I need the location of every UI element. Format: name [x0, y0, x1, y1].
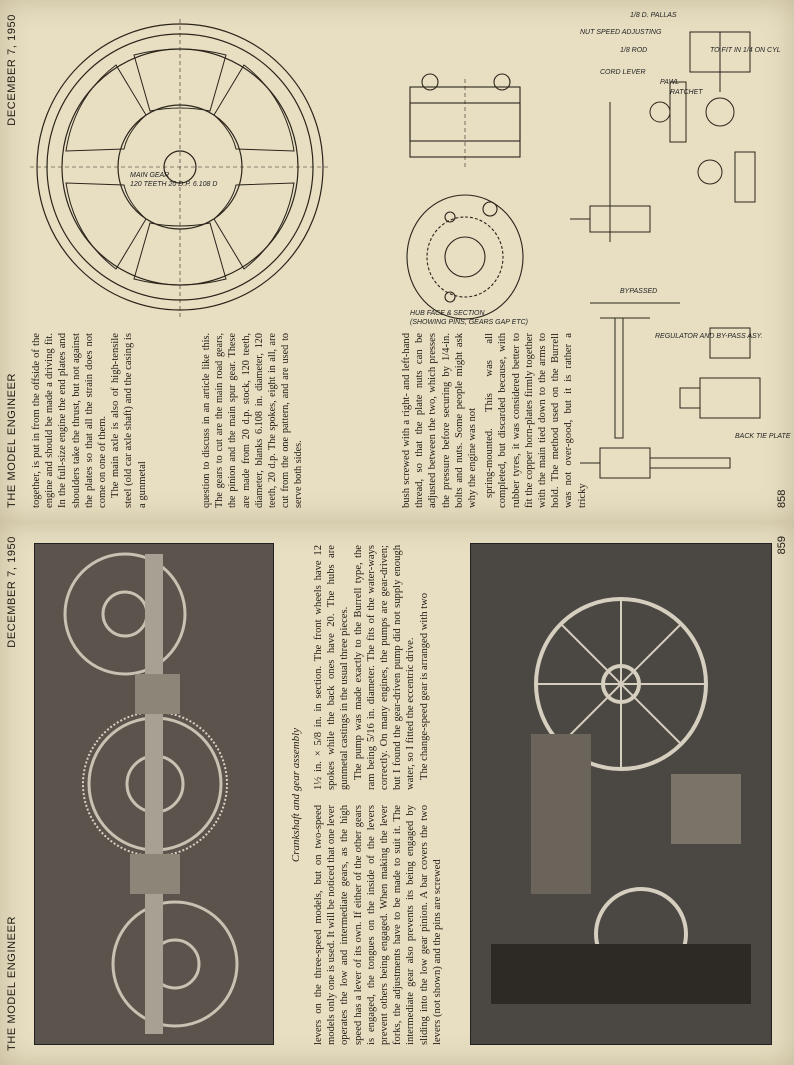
magazine-title: THE MODEL ENGINEER — [6, 372, 18, 508]
pawl-label: PAWL — [660, 79, 680, 86]
paragraph: spring-mounted. This was all completed, but discarded because, with rubber tyres, it was considered better to fit the copper horn-plates firmly together with the main tied down to the arms to hold. The method used on the Burrell was not over-good, but it is rather a tricky — [484, 333, 588, 508]
issue-date: DECEMBER 7, 1950 — [6, 536, 18, 648]
page-number: 859 — [776, 536, 788, 555]
main-gear-label: MAIN GEAR — [130, 172, 170, 179]
page-859 — [0, 522, 794, 1065]
main-gear-drawing — [30, 7, 380, 327]
paragraph: levers on the three-speed models, but on two-speed models only one is used. It will be noticed that one lever operates the low and intermediate gears, as the high speed has a lever of its own. If either of the other gears is engaged, the tongues on the inside of the levers prevent others being engaged. When making the lever forks, the adjustments have to be made to suit it. The intermediate gear also prevents its being engaged by sliding into the low gear pinion. A bar covers the two levers (not shown) and the pins are screwed — [313, 805, 443, 1045]
traction-engine-photo — [470, 543, 772, 1045]
page-number: 858 — [776, 489, 788, 508]
pump-detail-drawing — [560, 7, 780, 262]
paragraph: bush screwed with a right- and left-hand thread, so that the plate nuts can be adjusted between the two, which presses the pressure before securing by 1/4-in. bolts and nuts. Some people might ask why the engine was not — [401, 333, 479, 508]
text-column-gear-notes — [200, 333, 306, 508]
text-column-top-left — [30, 333, 149, 508]
hub-section-drawing — [390, 7, 540, 327]
page-header — [6, 14, 24, 508]
photo-caption: Crankshaft and gear assembly — [290, 727, 302, 863]
paragraph: together, is put in from the offside of the engine and should be made a driving fit. In the full-size engine the end plates and shoulders take the thrust, but not against the plates so that all the strain does not come on one of them. — [31, 333, 109, 508]
fit-label: TO FIT IN 1/4 ON CYL — [710, 47, 781, 54]
issue-date: DECEMBER 7, 1950 — [6, 14, 18, 126]
bypass-label: BYPASSED — [620, 288, 658, 295]
paragraph: The change-speed gear is arranged with two — [418, 592, 430, 780]
page-858 — [0, 0, 794, 522]
text-column-right-1 — [312, 805, 444, 1045]
page-header — [6, 536, 24, 1051]
ratchet-label: RATCHET — [670, 89, 703, 96]
paragraph: 1½ in. × 5/8 in. in section. The front wheels have 12 spokes while the back ones have 20. The hubs are gunmetal castings in the usual three pieces. — [313, 545, 351, 790]
paragraph: The pump was made exactly to the Burrell type, the ram being 5/16 in. diameter. The fits of the water-ways correctly. On many engines, the pumps are gear-driven; but I found the gear-driven pump did not supply enough water, so I fitted the eccentric drive. — [352, 545, 417, 790]
magazine-title: THE MODEL ENGINEER — [6, 915, 18, 1051]
rod-label: 1/8 ROD — [620, 47, 648, 54]
hub-label: HUB FACE & SECTION — [410, 310, 485, 317]
cord-lever-label: CORD LEVER — [600, 69, 646, 76]
crankshaft-photo-art — [35, 544, 273, 1044]
dia-label: 1/8 D. PALLAS — [630, 12, 677, 19]
paragraph: question to discuss in an article like this. The gears to cut are the main road gears, the pinion and the main spur gear. These are made from 20 d.p. stock, 120 teeth, diameter, blanks 6.108 in. diameter, 120 teeth, 20 d.p. The spokes, eight in all, are cut from the one pattern, and are used to serve both sides. — [201, 333, 305, 508]
text-column-right-2 — [312, 545, 431, 790]
teeth-label: 120 TEETH 20 D.P. 6.108 D — [130, 181, 218, 188]
paragraph: The main axle is also of high-tensile steel (old car axle shaft) and the casing is a gunmetal — [110, 333, 148, 508]
hub-sublabel: (SHOWING PINS, GEARS GAP ETC) — [410, 319, 528, 326]
crankshaft-photo — [34, 543, 274, 1045]
traction-engine-photo-art — [471, 544, 771, 1044]
nut-speed-label: NUT SPEED ADJUSTING — [580, 29, 662, 36]
back-tie-label: BACK TIE PLATE — [735, 433, 791, 440]
regulator-label: REGULATOR AND BY-PASS ASY. — [655, 333, 763, 340]
